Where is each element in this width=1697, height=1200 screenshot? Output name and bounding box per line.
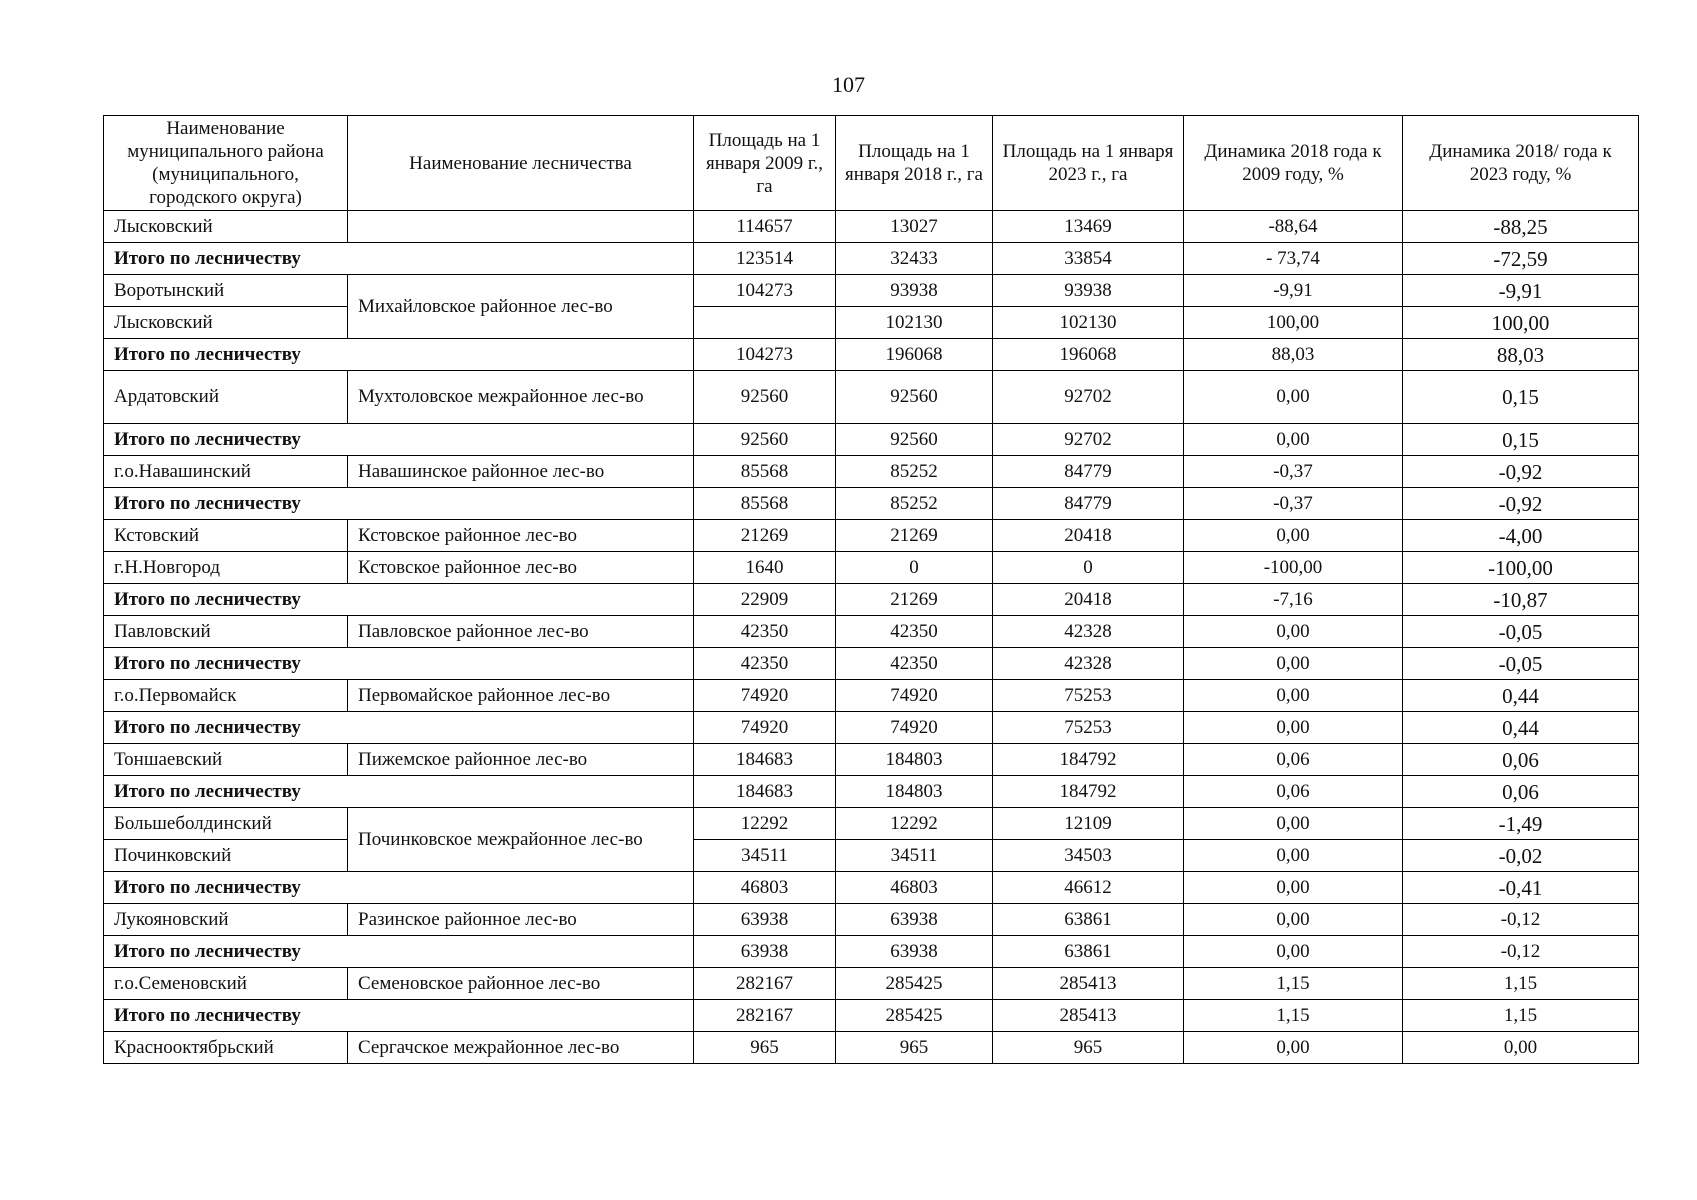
table-row [104, 520, 1639, 552]
area-2009-cell: 282167 [694, 968, 836, 1000]
dynamics-2023-cell: -0,92 [1403, 456, 1639, 488]
forestry-cell: Михайловское районное лес-во [348, 275, 694, 339]
table-row [104, 456, 1639, 488]
area-2023-cell: 42328 [993, 648, 1184, 680]
forestry-area-table [103, 115, 1639, 1064]
dynamics-2009-cell: -100,00 [1184, 552, 1403, 584]
area-2023-cell: 20418 [993, 584, 1184, 616]
district-cell: Лукояновский [104, 904, 348, 936]
header-district: Наименование муниципального района (муниципального, городского округа) [104, 116, 348, 211]
total-row [104, 1000, 1639, 1032]
forestry-cell: Сергачское межрайонное лес-во [348, 1032, 694, 1064]
dynamics-2009-cell: 1,15 [1184, 1000, 1403, 1032]
dynamics-2009-cell: 0,00 [1184, 371, 1403, 424]
area-2018-cell: 85252 [836, 488, 993, 520]
district-cell: Краснооктябрьский [104, 1032, 348, 1064]
area-2009-cell: 282167 [694, 1000, 836, 1032]
dynamics-2009-cell: 88,03 [1184, 339, 1403, 371]
total-label: Итого по лесничеству [104, 776, 694, 808]
area-2009-cell: 184683 [694, 776, 836, 808]
district-cell: Починковский [104, 840, 348, 872]
total-label: Итого по лесничеству [104, 488, 694, 520]
area-2023-cell: 84779 [993, 456, 1184, 488]
dynamics-2023-cell: 88,03 [1403, 339, 1639, 371]
dynamics-2023-cell: 0,44 [1403, 712, 1639, 744]
area-2023-cell: 63861 [993, 936, 1184, 968]
dynamics-2009-cell: 0,00 [1184, 712, 1403, 744]
district-cell: Кстовский [104, 520, 348, 552]
dynamics-2023-cell: -10,87 [1403, 584, 1639, 616]
dynamics-2023-cell: -4,00 [1403, 520, 1639, 552]
dynamics-2023-cell: 0,44 [1403, 680, 1639, 712]
page-number: 107 [832, 72, 865, 97]
dynamics-2009-cell: -0,37 [1184, 456, 1403, 488]
forestry-cell: Кстовское районное лес-во [348, 552, 694, 584]
area-2018-cell: 102130 [836, 307, 993, 339]
dynamics-2023-cell: -0,12 [1403, 936, 1639, 968]
area-2023-cell: 20418 [993, 520, 1184, 552]
dynamics-2009-cell: - 73,74 [1184, 243, 1403, 275]
area-2023-cell: 93938 [993, 275, 1184, 307]
dynamics-2023-cell: -88,25 [1403, 211, 1639, 243]
area-2009-cell: 104273 [694, 275, 836, 307]
area-2023-cell: 102130 [993, 307, 1184, 339]
total-label: Итого по лесничеству [104, 424, 694, 456]
forestry-cell: Павловское районное лес-во [348, 616, 694, 648]
area-2023-cell: 42328 [993, 616, 1184, 648]
forestry-cell: Кстовское районное лес-во [348, 520, 694, 552]
area-2009-cell [694, 307, 836, 339]
total-row [104, 712, 1639, 744]
total-row [104, 424, 1639, 456]
dynamics-2023-cell: -9,91 [1403, 275, 1639, 307]
table-row [104, 552, 1639, 584]
dynamics-2009-cell: 0,00 [1184, 872, 1403, 904]
area-2009-cell: 42350 [694, 616, 836, 648]
dynamics-2009-cell: 0,00 [1184, 840, 1403, 872]
table-row [104, 840, 1639, 872]
forestry-cell [348, 211, 694, 243]
area-2009-cell: 12292 [694, 808, 836, 840]
area-2023-cell: 75253 [993, 680, 1184, 712]
district-cell: Воротынский [104, 275, 348, 307]
area-2023-cell: 0 [993, 552, 1184, 584]
area-2018-cell: 13027 [836, 211, 993, 243]
dynamics-2023-cell: 100,00 [1403, 307, 1639, 339]
area-2023-cell: 285413 [993, 968, 1184, 1000]
area-2009-cell: 34511 [694, 840, 836, 872]
dynamics-2009-cell: 0,00 [1184, 520, 1403, 552]
area-2023-cell: 184792 [993, 776, 1184, 808]
area-2018-cell: 184803 [836, 744, 993, 776]
dynamics-2023-cell: 0,15 [1403, 424, 1639, 456]
total-row [104, 584, 1639, 616]
forestry-cell: Навашинское районное лес-во [348, 456, 694, 488]
dynamics-2023-cell: 1,15 [1403, 968, 1639, 1000]
area-2009-cell: 22909 [694, 584, 836, 616]
total-row [104, 776, 1639, 808]
forestry-cell: Первомайское районное лес-во [348, 680, 694, 712]
dynamics-2023-cell: -100,00 [1403, 552, 1639, 584]
table-row [104, 968, 1639, 1000]
dynamics-2023-cell: -0,05 [1403, 648, 1639, 680]
dynamics-2023-cell: -0,92 [1403, 488, 1639, 520]
area-2023-cell: 46612 [993, 872, 1184, 904]
area-2009-cell: 21269 [694, 520, 836, 552]
area-2009-cell: 74920 [694, 680, 836, 712]
area-2009-cell: 85568 [694, 456, 836, 488]
area-2023-cell: 12109 [993, 808, 1184, 840]
area-2009-cell: 63938 [694, 904, 836, 936]
dynamics-2009-cell: 0,00 [1184, 936, 1403, 968]
area-2018-cell: 92560 [836, 371, 993, 424]
dynamics-2009-cell: -9,91 [1184, 275, 1403, 307]
total-row [104, 872, 1639, 904]
area-2018-cell: 285425 [836, 968, 993, 1000]
area-2018-cell: 196068 [836, 339, 993, 371]
area-2023-cell: 92702 [993, 371, 1184, 424]
dynamics-2023-cell: -72,59 [1403, 243, 1639, 275]
total-row [104, 339, 1639, 371]
total-label: Итого по лесничеству [104, 584, 694, 616]
area-2009-cell: 92560 [694, 424, 836, 456]
dynamics-2023-cell: 0,06 [1403, 776, 1639, 808]
dynamics-2009-cell: 0,06 [1184, 744, 1403, 776]
area-2023-cell: 92702 [993, 424, 1184, 456]
area-2018-cell: 965 [836, 1032, 993, 1064]
total-label: Итого по лесничеству [104, 872, 694, 904]
header-forestry: Наименование лесничества [348, 116, 694, 211]
area-2023-cell: 75253 [993, 712, 1184, 744]
area-2023-cell: 285413 [993, 1000, 1184, 1032]
dynamics-2009-cell: 1,15 [1184, 968, 1403, 1000]
total-row [104, 488, 1639, 520]
table-row [104, 211, 1639, 243]
header-area-2009: Площадь на 1 января 2009 г., га [694, 116, 836, 211]
table-row [104, 904, 1639, 936]
district-cell: Павловский [104, 616, 348, 648]
area-2023-cell: 34503 [993, 840, 1184, 872]
area-2018-cell: 92560 [836, 424, 993, 456]
district-cell: г.о.Первомайск [104, 680, 348, 712]
dynamics-2023-cell: -1,49 [1403, 808, 1639, 840]
total-label: Итого по лесничеству [104, 1000, 694, 1032]
area-2009-cell: 63938 [694, 936, 836, 968]
total-row [104, 936, 1639, 968]
area-2018-cell: 93938 [836, 275, 993, 307]
header-area-2023: Площадь на 1 января 2023 г., га [993, 116, 1184, 211]
area-2023-cell: 196068 [993, 339, 1184, 371]
area-2009-cell: 104273 [694, 339, 836, 371]
area-2023-cell: 84779 [993, 488, 1184, 520]
total-label: Итого по лесничеству [104, 936, 694, 968]
dynamics-2023-cell: -0,12 [1403, 904, 1639, 936]
table-row [104, 275, 1639, 307]
table-row [104, 616, 1639, 648]
total-label: Итого по лесничеству [104, 339, 694, 371]
district-cell: г.о.Семеновский [104, 968, 348, 1000]
area-2023-cell: 184792 [993, 744, 1184, 776]
area-2018-cell: 63938 [836, 936, 993, 968]
area-2023-cell: 965 [993, 1032, 1184, 1064]
area-2018-cell: 21269 [836, 520, 993, 552]
dynamics-2023-cell: -0,05 [1403, 616, 1639, 648]
area-2018-cell: 12292 [836, 808, 993, 840]
total-row [104, 648, 1639, 680]
dynamics-2009-cell: 0,00 [1184, 1032, 1403, 1064]
area-2023-cell: 13469 [993, 211, 1184, 243]
table-row [104, 307, 1639, 339]
dynamics-2009-cell: 0,00 [1184, 680, 1403, 712]
area-2009-cell: 965 [694, 1032, 836, 1064]
header-dynamics-2018-2009: Динамика 2018 года к 2009 году, % [1184, 116, 1403, 211]
district-cell: г.Н.Новгород [104, 552, 348, 584]
forestry-cell: Разинское районное лес-во [348, 904, 694, 936]
dynamics-2023-cell: 0,15 [1403, 371, 1639, 424]
dynamics-2023-cell: -0,02 [1403, 840, 1639, 872]
area-2018-cell: 63938 [836, 904, 993, 936]
district-cell: Лысковский [104, 211, 348, 243]
area-2018-cell: 74920 [836, 712, 993, 744]
total-label: Итого по лесничеству [104, 712, 694, 744]
area-2009-cell: 85568 [694, 488, 836, 520]
header-area-2018: Площадь на 1 января 2018 г., га [836, 116, 993, 211]
dynamics-2009-cell: 0,00 [1184, 648, 1403, 680]
area-2018-cell: 34511 [836, 840, 993, 872]
area-2009-cell: 74920 [694, 712, 836, 744]
area-2018-cell: 32433 [836, 243, 993, 275]
district-cell: г.о.Навашинский [104, 456, 348, 488]
area-2009-cell: 92560 [694, 371, 836, 424]
forestry-cell: Семеновское районное лес-во [348, 968, 694, 1000]
district-cell: Тоншаевский [104, 744, 348, 776]
dynamics-2023-cell: 0,06 [1403, 744, 1639, 776]
area-2009-cell: 42350 [694, 648, 836, 680]
area-2018-cell: 285425 [836, 1000, 993, 1032]
table-row [104, 371, 1639, 424]
table-row [104, 808, 1639, 840]
dynamics-2009-cell: 100,00 [1184, 307, 1403, 339]
table-row [104, 744, 1639, 776]
dynamics-2023-cell: 1,15 [1403, 1000, 1639, 1032]
dynamics-2009-cell: 0,00 [1184, 808, 1403, 840]
district-cell: Лысковский [104, 307, 348, 339]
dynamics-2009-cell: -88,64 [1184, 211, 1403, 243]
forestry-cell: Починковское межрайонное лес-во [348, 808, 694, 872]
table-header-row [104, 116, 1639, 211]
table-row [104, 1032, 1639, 1064]
area-2009-cell: 1640 [694, 552, 836, 584]
dynamics-2009-cell: 0,00 [1184, 616, 1403, 648]
district-cell: Ардатовский [104, 371, 348, 424]
area-2023-cell: 63861 [993, 904, 1184, 936]
area-2018-cell: 42350 [836, 648, 993, 680]
area-2009-cell: 114657 [694, 211, 836, 243]
area-2018-cell: 184803 [836, 776, 993, 808]
total-label: Итого по лесничеству [104, 243, 694, 275]
dynamics-2009-cell: 0,00 [1184, 424, 1403, 456]
area-2018-cell: 85252 [836, 456, 993, 488]
area-2018-cell: 74920 [836, 680, 993, 712]
total-label: Итого по лесничеству [104, 648, 694, 680]
dynamics-2009-cell: 0,06 [1184, 776, 1403, 808]
area-2023-cell: 33854 [993, 243, 1184, 275]
district-cell: Большеболдинский [104, 808, 348, 840]
area-2009-cell: 123514 [694, 243, 836, 275]
table-row [104, 680, 1639, 712]
forestry-cell: Пижемское районное лес-во [348, 744, 694, 776]
header-dynamics-2018-2023: Динамика 2018/ года к 2023 году, % [1403, 116, 1639, 211]
area-2018-cell: 42350 [836, 616, 993, 648]
dynamics-2023-cell: 0,00 [1403, 1032, 1639, 1064]
dynamics-2009-cell: -7,16 [1184, 584, 1403, 616]
forestry-cell: Мухтоловское межрайонное лес-во [348, 371, 694, 424]
area-2018-cell: 46803 [836, 872, 993, 904]
dynamics-2023-cell: -0,41 [1403, 872, 1639, 904]
dynamics-2009-cell: 0,00 [1184, 904, 1403, 936]
area-2018-cell: 0 [836, 552, 993, 584]
dynamics-2009-cell: -0,37 [1184, 488, 1403, 520]
total-row [104, 243, 1639, 275]
area-2009-cell: 184683 [694, 744, 836, 776]
area-2018-cell: 21269 [836, 584, 993, 616]
area-2009-cell: 46803 [694, 872, 836, 904]
